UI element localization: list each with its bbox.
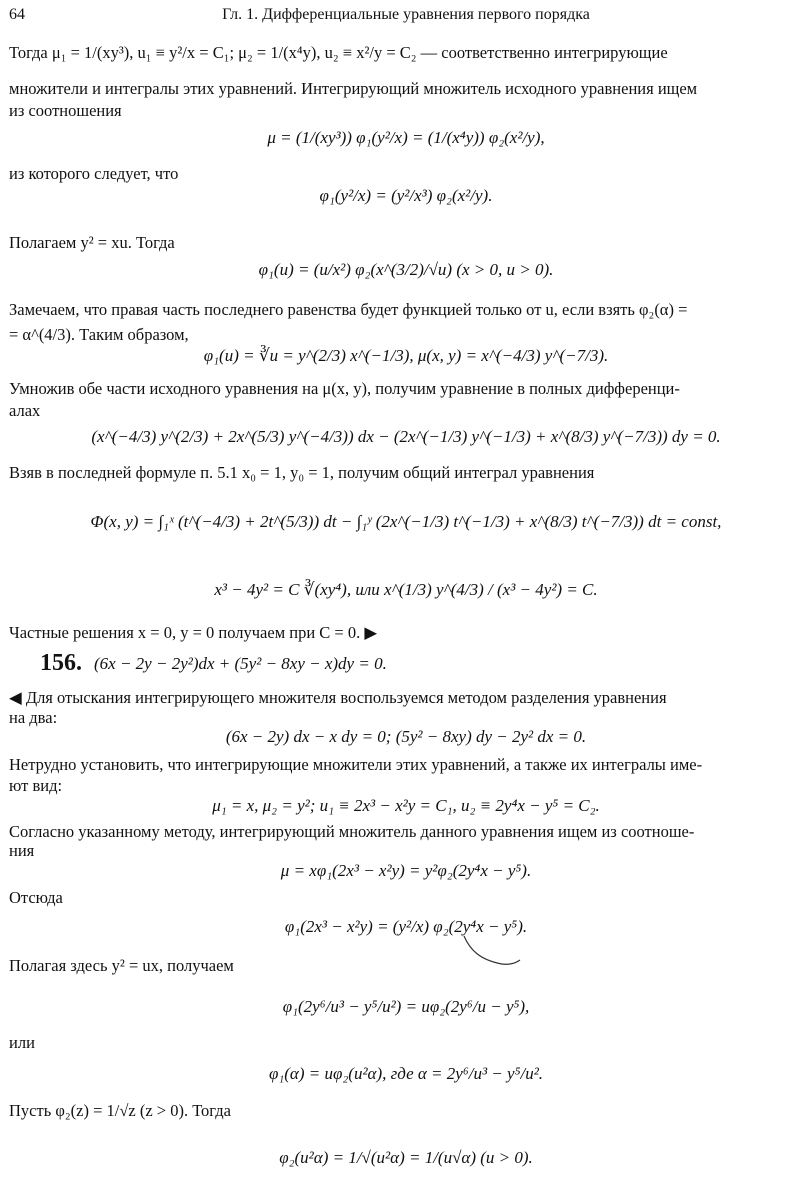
text-line-16: Согласно указанному методу, интегрирующий множитель данного уравнения ищем из соотноше- <box>9 822 695 841</box>
equation-4: φ₁(u) = ∛u = y^(2/3) x^(−1/3), μ(x, y) = x^(−4/3) y^(−7/3). <box>203 346 609 365</box>
text-line-10: Взяв в последней формуле п. 5.1 x₀ = 1, y₀ = 1, получим общий интеграл уравнения <box>9 463 595 482</box>
text-line-13: на два: <box>9 708 58 727</box>
equation-1: μ = (1/(xy³)) φ₁(y²/x) = (1/(x⁴y)) φ₂(x²/y), <box>267 128 545 147</box>
text-line-9: алах <box>9 401 41 420</box>
problem-number: 156. <box>40 650 82 676</box>
equation-9: μ₁ = x, μ₂ = y²; u₁ ≡ 2x³ − x²y = C₁, u₂ ≡ 2y⁴x − y⁵ = C₂. <box>212 796 600 815</box>
running-header <box>9 6 803 28</box>
text-line-5: Полагаем y² = xu. Тогда <box>9 233 175 252</box>
equation-14: φ₂(u²α) = 1/√(u²α) = 1/(u√α) (u > 0). <box>279 1148 533 1167</box>
text-line-4: из которого следует, что <box>9 164 179 183</box>
equation-13: φ₁(α) = uφ₂(u²α), где α = 2y⁶/u³ − y⁵/u². <box>268 1064 544 1083</box>
text-line-7: = α^(4/3). Таким образом, <box>9 325 189 344</box>
equation-6: Φ(x, y) = ∫₁ˣ (t^(−4/3) + 2t^(5/3)) dt − ∫₁ʸ (2x^(−1/3) t^(−1/3) + x^(8/3) t^(−7/3)) dt = const, <box>90 512 722 531</box>
equation-3: φ₁(u) = (u/x²) φ₂(x^(3/2)/√u) (x > 0, u > 0). <box>258 260 554 279</box>
equation-8: (6x − 2y) dx − x dy = 0; (5y² − 8xy) dy − 2y² dx = 0. <box>225 727 587 746</box>
equation-2: φ₁(y²/x) = (y²/x³) φ₂(x²/y). <box>319 186 493 205</box>
chapter-title: Гл. 1. Дифференциальные уравнения первого порядка <box>222 6 590 23</box>
text-line-2: множители и интегралы этих уравнений. Интегрирующий множитель исходного уравнения ищем <box>9 79 698 98</box>
problem-equation: (6x − 2y − 2y²)dx + (5y² − 8xy − x)dy = 0. <box>94 654 387 673</box>
text-line-8: Умножив обе части исходного уравнения на μ(x, y), получим уравнение в полных дифференци- <box>9 379 680 398</box>
equation-11: φ₁(2x³ − x²y) = (y²/x) φ₂(2y⁴x − y⁵). <box>284 917 528 936</box>
equation-7: x³ − 4y² = C ∛(xy⁴), или x^(1/3) y^(4/3) / (x³ − 4y²) = C. <box>214 580 598 599</box>
text-line-1: Тогда μ₁ = 1/(xy³), u₁ ≡ y²/x = C₁; μ₂ = 1/(x⁴y), u₂ ≡ x²/y = C₂ — соответственно интегрирующие <box>9 43 668 62</box>
text-line-11: Частные решения x = 0, y = 0 получаем при C = 0. ▶ <box>9 623 378 642</box>
equation-10: μ = xφ₁(2x³ − x²y) = y²φ₂(2y⁴x − y⁵). <box>280 861 532 880</box>
text-line-19: Полагая здесь y² = ux, получаем <box>9 956 234 975</box>
text-line-20: или <box>9 1033 35 1052</box>
equation-5: (x^(−4/3) y^(2/3) + 2x^(5/3) y^(−4/3)) dx − (2x^(−1/3) y^(−1/3) + x^(8/3) y^(−7/3)) dy = 0. <box>91 427 721 446</box>
text-line-6: Замечаем, что правая часть последнего равенства будет функцией только от u, если взять φ₂(α) = <box>9 300 688 319</box>
text-line-14: Нетрудно установить, что интегрирующие множители этих уравнений, а также их интегралы име- <box>9 755 703 774</box>
text-line-21: Пусть φ₂(z) = 1/√z (z > 0). Тогда <box>9 1101 231 1120</box>
text-line-15: ют вид: <box>9 776 63 795</box>
text-line-12: ◀ Для отыскания интегрирующего множителя воспользуемся методом разделения уравнения <box>9 688 667 707</box>
text-line-18: Отсюда <box>9 888 63 907</box>
text-line-17: ния <box>9 841 35 860</box>
text-line-3: из соотношения <box>9 101 122 120</box>
page-number: 64 <box>9 6 25 23</box>
equation-12: φ₁(2y⁶/u³ − y⁵/u²) = uφ₂(2y⁶/u − y⁵), <box>282 997 530 1016</box>
